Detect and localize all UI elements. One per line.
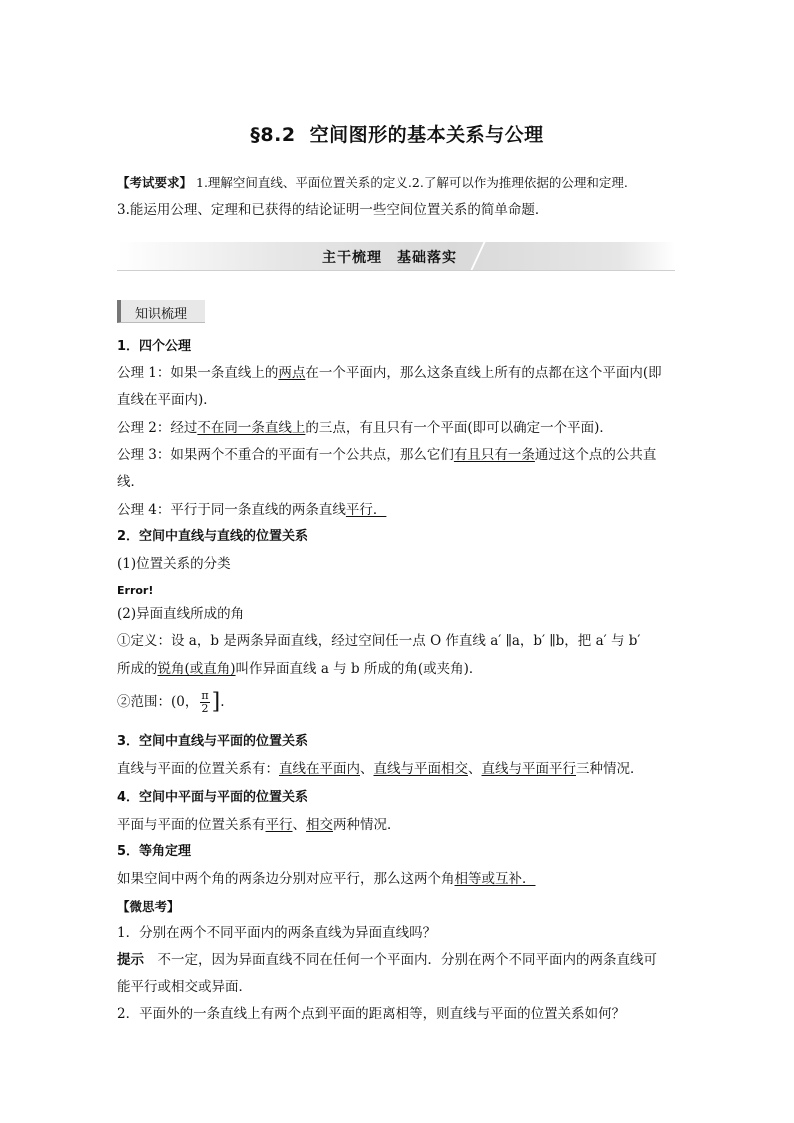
heading-line-plane: 3．空间中直线与平面的位置关系: [117, 734, 309, 749]
axiom-4: 公理 4：平行于同一条直线的两条直线平行．: [117, 502, 387, 518]
answer-1-line-2: 能平行或相交或异面．: [117, 979, 252, 995]
axiom-3-line-2: 线．: [117, 474, 144, 490]
banner-slash-decoration: [470, 242, 495, 270]
line-plane-relations: 直线与平面的位置关系有：直线在平面内、直线与平面相交、直线与平面平行三种情况．: [117, 761, 644, 777]
page-title: [0, 120, 794, 147]
section-banner: [117, 242, 675, 271]
knowledge-tag: [117, 300, 205, 323]
title-text: 空间图形的基本关系与公理: [309, 124, 544, 146]
axiom-1-line-2: 直线在平面内)．: [117, 392, 217, 408]
axiom-3-line-1: 公理 3：如果两个不重合的平面有一个公共点，那么它们有且只有一条通过这个点的公共直: [117, 447, 657, 463]
banner-title: 主干梳理 基础落实: [322, 250, 457, 266]
error-text: Error!: [117, 584, 154, 597]
tag-label: 知识梳理: [135, 307, 188, 322]
plane-plane-relations: 平面与平面的位置关系有平行、相交两种情况．: [117, 817, 401, 833]
axiom-1-line-1: 公理 1：如果一条直线上的两点在一个平面内，那么这条直线上所有的点都在这个平面内(即: [117, 365, 662, 381]
definition-line-2: 所成的锐角(或直角)叫作异面直线 a 与 b 所成的角(或夹角)．: [117, 661, 483, 677]
heading-equal-angle-theorem: 5．等角定理: [117, 844, 192, 859]
angle-range: ②范围：(0， $\frac{\pi}{2}$ ].: [117, 689, 225, 715]
question-1: 1．分别在两个不同平面内的两条直线为异面直线吗？: [117, 925, 437, 941]
heading-plane-plane: 4．空间中平面与平面的位置关系: [117, 790, 309, 805]
axiom-2: 公理 2：经过不在同一条直线上的三点，有且只有一个平面(即可以确定一个平面)．: [117, 420, 613, 436]
question-2: 2．平面外的一条直线上有两个点到平面的距离相等，则直线与平面的位置关系如何？: [117, 1006, 626, 1022]
requirements-line-2: 3.能运用公理、定理和已获得的结论证明一些空间位置关系的简单命题．: [117, 202, 549, 218]
heading-four-axioms: 1．四个公理: [117, 339, 192, 354]
classification-subheading: (1)位置关系的分类: [117, 556, 231, 572]
angle-subheading: (2)异面直线所成的角: [117, 606, 245, 622]
equal-angle-theorem: 如果空间中两个角的两条边分别对应平行，那么这两个角相等或互补．: [117, 871, 536, 887]
think-label: 【微思考】: [117, 899, 180, 914]
answer-1-line-1: 提示 不一定，因为异面直线不同在任何一个平面内．分别在两个不同平面内的两条直线可: [117, 952, 657, 968]
requirements-label: 【考试要求】: [117, 175, 193, 190]
pi-over-2-fraction: $\frac{\pi}{2}$: [201, 689, 209, 715]
hint-label: 提示: [117, 952, 144, 968]
heading-line-line: 2．空间中直线与直线的位置关系: [117, 529, 309, 544]
section-number: §8.2: [250, 124, 296, 146]
requirements-line-1: 【考试要求】 1.理解空间直线、平面位置关系的定义.2.了解可以作为推理依据的公理和定理.: [117, 175, 628, 190]
definition-line-1: ①定义：设 a，b 是两条异面直线，经过空间任一点 O 作直线 a′ ∥a，b′ ∥b，把 a′ 与 b′: [117, 633, 641, 649]
